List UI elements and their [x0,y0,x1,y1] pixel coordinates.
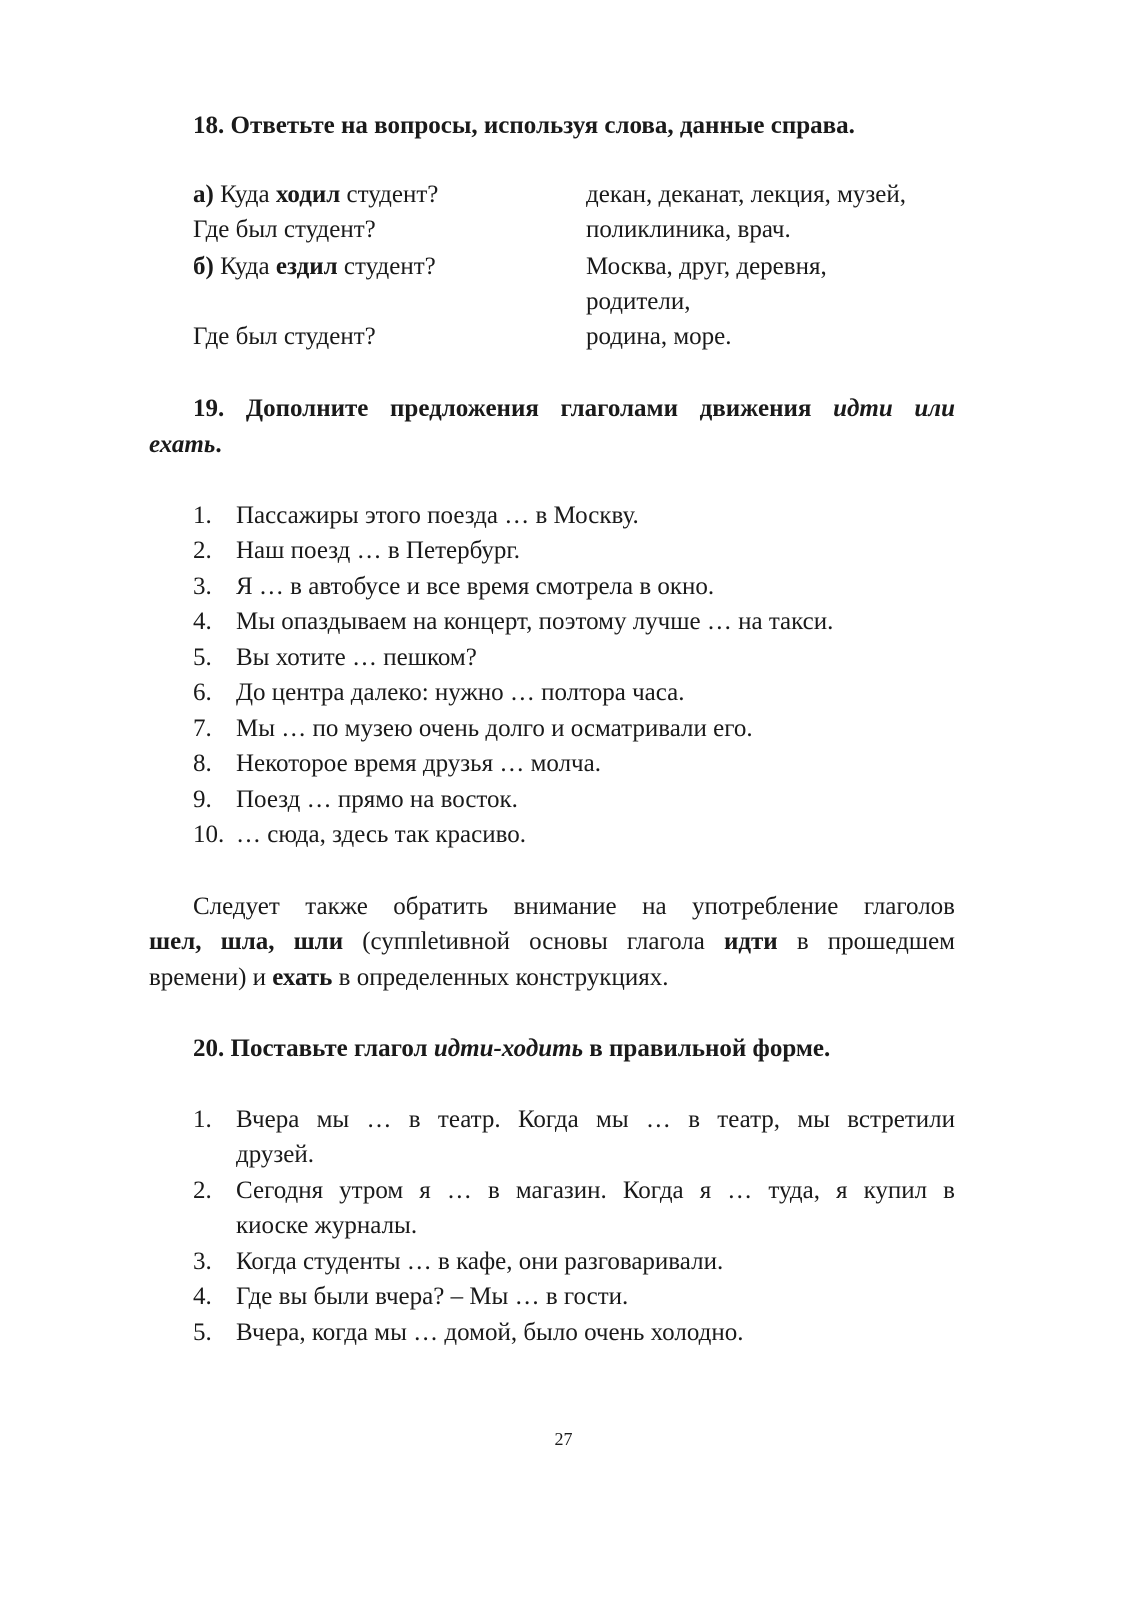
item-text-cont: киоске журналы. [236,1212,418,1239]
item-number: 6. [193,679,212,706]
item-number: 8. [193,750,212,777]
item-number: 1. [193,502,212,529]
ex19-heading-italic: идти или [833,395,956,422]
note-line-3 [149,960,668,995]
item-text: Некоторое время друзья … молча. [236,750,601,777]
ex18-marker-b: б) [193,253,214,280]
note-line3-bold: ехать [272,964,333,991]
item-number: 1. [193,1106,212,1133]
item-text-cont: друзей. [236,1141,314,1168]
ex18-words-b2: родители, [586,288,691,315]
ex20-heading-italic: идти-ходить [433,1035,584,1062]
note-mid-text: (суппletивной основы глагола [362,928,705,955]
item-number: 10. [193,821,225,848]
ex19-heading-end: . [215,431,222,458]
ex18-question-a-where: Где был студент? [193,216,376,243]
item-text: Наш поезд … в Петербург. [236,537,521,564]
item-text: Где вы были вчера? – Мы … в гости. [236,1283,629,1310]
ex18-q-a-pre: Куда [220,181,270,208]
item-number: 4. [193,1283,212,1310]
note-line3-pre: времени) и [149,964,267,991]
note-line3-end: в определенных конструкциях. [338,964,669,991]
ex18-words-b3: родина, море. [586,323,732,350]
item-text: До центра далеко: нужно … полтора часа. [236,679,685,706]
note-bold-forms: шел, шла, шли [149,928,344,955]
ex18-question-a [193,177,438,212]
exercise-20-heading [193,1031,830,1066]
ex18-q-b-post: студент? [343,253,436,280]
ex18-question-b [193,249,436,284]
ex19-heading-text: 19. Дополните предложения глаголами движения [193,395,812,422]
ex19-heading-italic2: ехать [149,431,216,458]
item-text: Я … в автобусе и все время смотрела в окно. [236,573,715,600]
item-text: Пассажиры этого поезда … в Москву. [236,502,639,529]
item-number: 5. [193,1319,212,1346]
note-line-2 [149,924,955,959]
item-number: 2. [193,1177,212,1204]
item-number: 3. [193,573,212,600]
note-line2-end: в прошедшем [796,928,956,955]
item-number: 5. [193,644,212,671]
ex18-words-a2: поликлиника, врач. [586,216,791,243]
item-number: 4. [193,608,212,635]
item-number: 9. [193,786,212,813]
exercise-18-heading: 18. Ответьте на вопросы, используя слова, данные справа. [193,112,855,139]
ex20-heading-pre: 20. Поставьте глагол [193,1035,428,1062]
item-text: Сегодня утром я … в магазин. Когда я … туда, я купил в [236,1177,955,1204]
exercise-19-heading-line1 [193,391,955,426]
item-number: 2. [193,537,212,564]
item-text: Мы … по музею очень долго и осматривали его. [236,715,753,742]
ex20-heading-post: в правильной форме. [589,1035,831,1062]
ex18-marker-a: а) [193,181,214,208]
ex18-words-a: декан, деканат, лекция, музей, [586,181,907,208]
item-text: Вчера, когда мы … домой, было очень холодно. [236,1319,744,1346]
note-line-1: Следует также обратить внимание на употребление глаголов [193,893,955,920]
item-number: 3. [193,1248,212,1275]
item-text: Когда студенты … в кафе, они разговаривали. [236,1248,724,1275]
item-text: Мы опаздываем на концерт, поэтому лучше … на такси. [236,608,834,635]
page-number: 27 [554,1429,573,1449]
item-text: … сюда, здесь так красиво. [236,821,527,848]
ex18-question-b-where: Где был студент? [193,323,376,350]
ex18-words-b: Москва, друг, деревня, [586,253,827,280]
item-text: Поезд … прямо на восток. [236,786,518,813]
ex18-q-a-verb: ходил [275,181,341,208]
item-text: Вчера мы … в театр. Когда мы … в театр, мы встретили [236,1106,955,1133]
item-number: 7. [193,715,212,742]
ex18-q-b-verb: ездил [275,253,338,280]
ex18-q-b-pre: Куда [220,253,270,280]
note-bold-verb: идти [723,928,778,955]
exercise-19-heading-line2 [149,427,222,462]
ex18-q-a-post: студент? [346,181,439,208]
item-text: Вы хотите … пешком? [236,644,477,671]
